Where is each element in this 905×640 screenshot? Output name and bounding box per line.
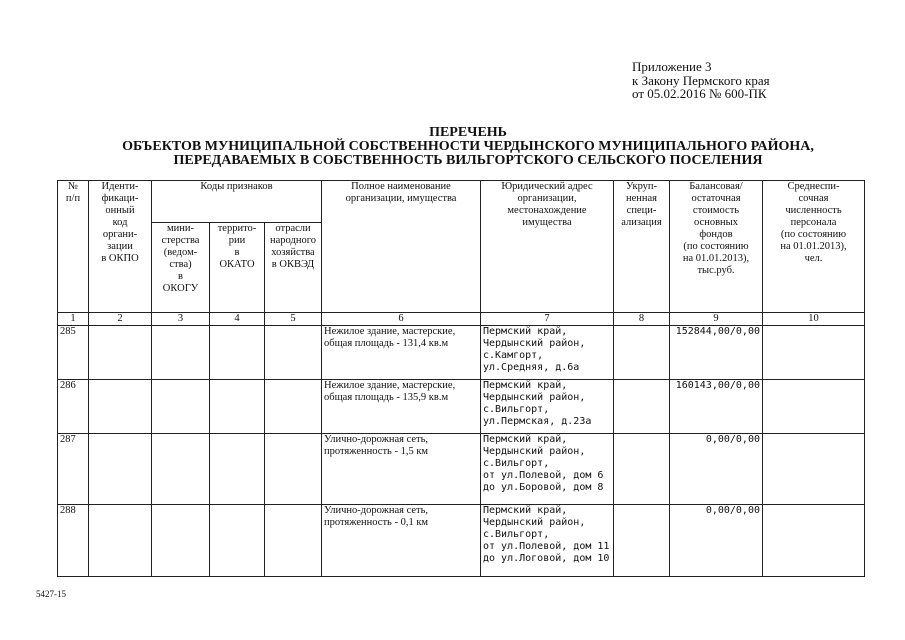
row-num: 285	[58, 326, 89, 380]
row-balance: 0,00/0,00	[670, 434, 763, 505]
header-balance: Балансовая/ остаточная стоимость основных фондов (по состоянию на 01.01.2013), тыс.руб.	[670, 181, 763, 313]
row-balance: 152844,00/0,00	[670, 326, 763, 380]
appendix-line-3: от 05.02.2016 № 600-ПК	[632, 86, 767, 101]
document-title	[60, 126, 876, 168]
header-okpo: Иденти- фикаци- онный код органи- зации в ОКПО	[89, 181, 152, 313]
column-number: 5	[265, 313, 322, 326]
header-name: Полное наименование организации, имущества	[322, 181, 481, 313]
property-table	[57, 180, 865, 577]
row-num: 287	[58, 434, 89, 505]
column-number: 4	[210, 313, 265, 326]
row-balance: 160143,00/0,00	[670, 380, 763, 434]
appendix-line-1: Приложение 3	[632, 59, 712, 74]
header-okved: отрасли народного хозяйства в ОКВЭД	[265, 223, 322, 313]
row-address: Пермский край, Чердынский район, с.Вильгорт, от ул.Полевой, дом 11 до ул.Логовой, дом 10	[481, 505, 614, 577]
appendix-block	[632, 60, 770, 101]
column-number: 6	[322, 313, 481, 326]
header-staff: Среднеспи- сочная численность персонала (по состоянию на 01.01.2013), чел.	[763, 181, 865, 313]
document-code: 5427-15	[36, 589, 66, 599]
header-okogu: мини- стерства (ведом- ства) в ОКОГУ	[152, 223, 210, 313]
column-number-row	[58, 313, 865, 326]
row-address: Пермский край, Чердынский район, с.Вильгорт, от ул.Полевой, дом 6 до ул.Боровой, дом 8	[481, 434, 614, 505]
column-number: 3	[152, 313, 210, 326]
column-number: 7	[481, 313, 614, 326]
column-number: 9	[670, 313, 763, 326]
header-codes: Коды признаков	[152, 181, 322, 223]
row-balance: 0,00/0,00	[670, 505, 763, 577]
header-okato: террито- рии в ОКАТО	[210, 223, 265, 313]
row-name: Улично-дорожная сеть, протяженность - 0,1 км	[322, 505, 481, 577]
table-row	[58, 434, 865, 505]
column-number: 2	[89, 313, 152, 326]
header-num: № п/п	[58, 181, 89, 313]
title-line-1: ПЕРЕЧЕНЬ	[429, 125, 507, 140]
column-number: 8	[614, 313, 670, 326]
table-row	[58, 380, 865, 434]
row-num: 286	[58, 380, 89, 434]
header-specialization: Укруп- ненная специ- ализация	[614, 181, 670, 313]
row-num: 288	[58, 505, 89, 577]
header-address: Юридический адрес организации, местонахождение имущества	[481, 181, 614, 313]
table-row	[58, 505, 865, 577]
row-name: Нежилое здание, мастерские, общая площадь - 135,9 кв.м	[322, 380, 481, 434]
row-name: Нежилое здание, мастерские, общая площадь - 131,4 кв.м	[322, 326, 481, 380]
row-address: Пермский край, Чердынский район, с.Вильгорт, ул.Пермская, д.23а	[481, 380, 614, 434]
appendix-line-2: к Закону Пермского края	[632, 72, 770, 88]
column-number: 10	[763, 313, 865, 326]
table-row	[58, 326, 865, 380]
row-address: Пермский край, Чердынский район, с.Камгорт, ул.Средняя, д.6а	[481, 326, 614, 380]
row-name: Улично-дорожная сеть, протяженность - 1,5 км	[322, 434, 481, 505]
column-number: 1	[58, 313, 89, 326]
title-line-2: ОБЪЕКТОВ МУНИЦИПАЛЬНОЙ СОБСТВЕННОСТИ ЧЕРДЫНСКОГО МУНИЦИПАЛЬНОГО РАЙОНА,	[122, 139, 814, 154]
title-line-3: ПЕРЕДАВАЕМЫХ В СОБСТВЕННОСТЬ ВИЛЬГОРТСКОГО СЕЛЬСКОГО ПОСЕЛЕНИЯ	[173, 153, 763, 168]
